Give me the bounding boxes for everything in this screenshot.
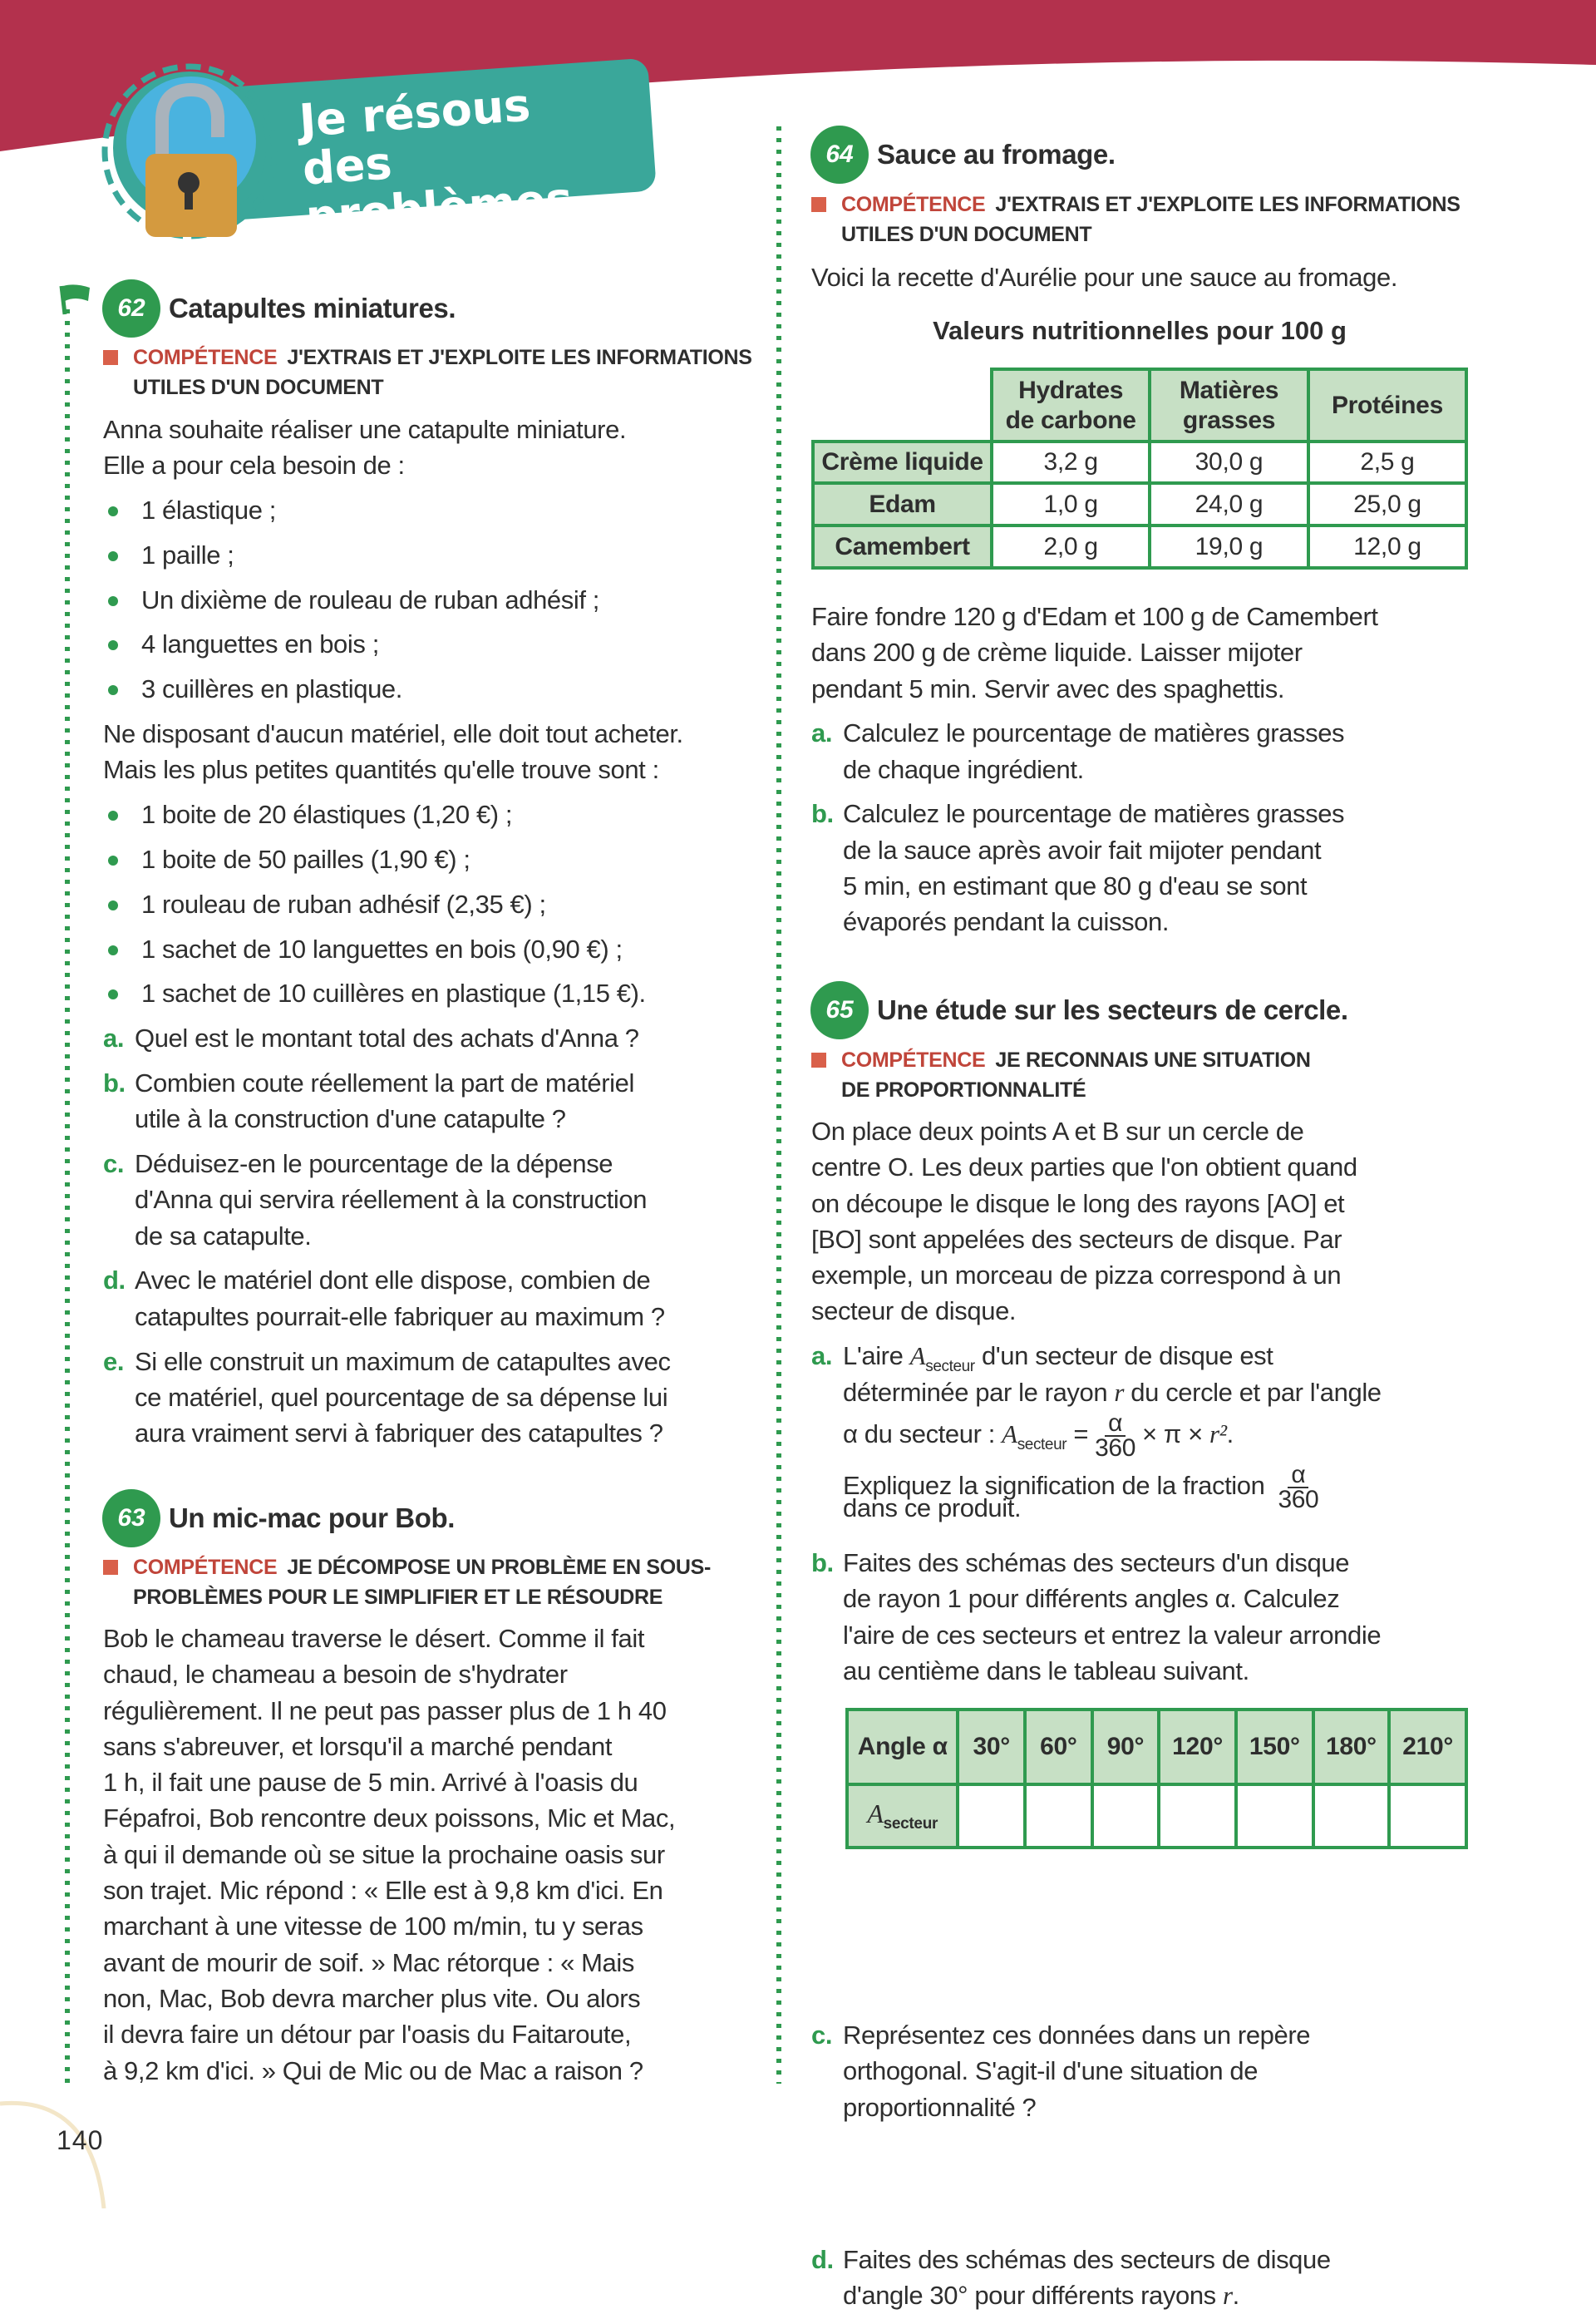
angle-row — [847, 1710, 1466, 1784]
answer-cell[interactable] — [1159, 1784, 1236, 1848]
lock-icon — [100, 58, 283, 249]
angle-cell: 30° — [958, 1710, 1025, 1784]
column-header: Matières grasses — [1150, 369, 1308, 442]
question-line: Expliquez la signification de la fraction $\frac{\alpha}{360}$ — [843, 1460, 1319, 1513]
angle-cell: 150° — [1236, 1710, 1313, 1784]
paragraph-line: exemple, un morceau de pizza correspond à un — [811, 1261, 1342, 1290]
paragraph-line: centre O. Les deux parties que l'on obtient quand — [811, 1152, 1357, 1182]
list-item: 1 sachet de 10 languettes en bois (0,90 €) ; — [103, 931, 768, 967]
area-row — [847, 1784, 1466, 1848]
question-line: évaporés pendant la cuisson. — [843, 907, 1170, 937]
paragraph-line: on découpe le disque le long des rayons [AO] et — [811, 1188, 1345, 1218]
question-a — [103, 1020, 768, 1056]
table-row — [813, 525, 1466, 568]
left-column-rule — [65, 309, 70, 2085]
paragraph-line: Ne disposant d'aucun matériel, elle doit tout acheter. — [103, 719, 683, 749]
paragraph-line: dans 200 g de crème liquide. Laisser mijoter — [811, 638, 1303, 668]
paragraph-line: Mais les plus petites quantités qu'elle trouve sont : — [103, 755, 659, 785]
fraction: $\frac{\alpha}{360}$ — [1095, 1409, 1135, 1462]
exercise-number-badge: 63 — [102, 1489, 160, 1547]
paragraph-line: Bob le chameau traverse le désert. Comme il fait — [103, 1624, 645, 1653]
table-cell: 19,0 g — [1150, 525, 1308, 568]
list-item: Un dixième de rouleau de ruban adhésif ; — [103, 582, 768, 618]
competence-label: COMPÉTENCE — [841, 193, 986, 216]
competence-text: PROBLÈMES POUR LE SIMPLIFIER ET LE RÉSOUDRE — [133, 1586, 663, 1609]
exercise-65-body — [811, 1113, 1382, 1523]
competence-label: COMPÉTENCE — [841, 1048, 986, 1072]
row-header: $A_{secteur}$ — [847, 1784, 958, 1848]
paragraph-line: à 9,2 km d'ici. » Qui de Mic ou de Mac a raison ? — [103, 2055, 643, 2085]
exercise-number-badge: 64 — [810, 126, 869, 184]
question-line: de rayon 1 pour différents angles α. Calculez — [843, 1584, 1340, 1614]
question-line: de sa catapulte. — [135, 1221, 312, 1251]
paragraph-line: son trajet. Mic répond : « Elle est à 9,8 km d'ici. En — [103, 1876, 663, 1906]
competence-text: JE DÉCOMPOSE UN PROBLÈME EN SOUS- — [287, 1556, 712, 1579]
question-letter: e. — [103, 1346, 125, 1376]
question-line: L'aire $A_{secteur}$ d'un secteur de disque est — [843, 1341, 1273, 1376]
answer-cell[interactable] — [958, 1784, 1025, 1848]
exercise-64-header — [810, 126, 1116, 184]
competence-63 — [103, 1552, 711, 1612]
question-line: d'angle 30° pour différents rayons r. — [843, 2281, 1239, 2311]
question-line: Calculez le pourcentage de matières grasses — [843, 799, 1345, 829]
paragraph-line: Anna souhaite réaliser une catapulte miniature. — [103, 415, 627, 444]
column-header: Protéines — [1308, 369, 1466, 442]
angle-cell: 210° — [1389, 1710, 1466, 1784]
question-line: Représentez ces données dans un repère — [843, 2020, 1311, 2050]
row-header: Camembert — [813, 525, 992, 568]
question-letter: a. — [103, 1024, 125, 1053]
middle-column-rule — [776, 126, 781, 2084]
competence-text: UTILES D'UN DOCUMENT — [841, 223, 1092, 246]
question-letter: b. — [811, 799, 834, 829]
question-line: orthogonal. S'agit-il d'une situation de — [843, 2056, 1259, 2086]
paragraph-line: pendant 5 min. Servir avec des spaghettis. — [811, 673, 1285, 703]
table-row — [813, 483, 1466, 525]
table-cell: 2,0 g — [992, 525, 1150, 568]
question-b — [811, 1545, 1596, 1689]
question-line: l'aire de ces secteurs et entrez la valeur arrondie — [843, 1620, 1382, 1650]
paragraph-line: On place deux points A et B sur un cercle de — [811, 1117, 1304, 1146]
exercise-title: Un mic-mac pour Bob. — [169, 1502, 456, 1533]
question-e — [103, 1344, 768, 1452]
list-item: 1 boite de 50 pailles (1,90 €) ; — [103, 841, 768, 877]
competence-text: DE PROPORTIONNALITÉ — [841, 1078, 1086, 1102]
question-line: 5 min, en estimant que 80 g d'eau se sont — [843, 871, 1308, 901]
paragraph-line: Voici la recette d'Aurélie pour une sauce au fromage. — [811, 263, 1398, 292]
question-line: utile à la construction d'une catapulte ? — [135, 1104, 566, 1134]
row-header: Angle α — [847, 1710, 958, 1784]
question-line: catapultes pourrait-elle fabriquer au maximum ? — [135, 1301, 665, 1331]
competence-text: J'EXTRAIS ET J'EXPLOITE LES INFORMATIONS — [287, 346, 752, 369]
title-line-1: Je résous — [297, 78, 533, 147]
table-cell: 12,0 g — [1308, 525, 1466, 568]
question-line: dans ce produit. — [843, 1493, 1022, 1522]
question-line: aura vraiment servi à fabriquer des catapultes ? — [135, 1418, 663, 1448]
question-b — [103, 1065, 768, 1137]
answer-cell[interactable] — [1092, 1784, 1160, 1848]
exercise-64-body — [811, 599, 1378, 940]
competence-text: UTILES D'UN DOCUMENT — [133, 376, 384, 399]
competence-square-icon — [811, 197, 826, 212]
exercise-62-header — [102, 279, 456, 338]
question-line: de chaque ingrédient. — [843, 754, 1084, 784]
title-line-2: des problèmes — [300, 136, 574, 244]
list-item: 1 rouleau de ruban adhésif (2,35 €) ; — [103, 886, 768, 922]
paragraph-line: marchant à une vitesse de 100 m/min, tu y seras — [103, 1912, 643, 1941]
angle-cell: 180° — [1313, 1710, 1390, 1784]
question-d — [811, 2242, 1596, 2314]
question-letter: a. — [811, 1341, 833, 1371]
competence-label: COMPÉTENCE — [133, 346, 278, 369]
competence-label: COMPÉTENCE — [133, 1556, 278, 1579]
question-line: Faites des schémas des secteurs de disque — [843, 2245, 1331, 2275]
exercise-title: Une étude sur les secteurs de cercle. — [877, 994, 1348, 1025]
answer-cell[interactable] — [1389, 1784, 1466, 1848]
list-item: 1 sachet de 10 cuillères en plastique (1,15 €). — [103, 975, 768, 1011]
competence-text: JE RECONNAIS UNE SITUATION — [995, 1048, 1311, 1072]
empty-cell — [813, 369, 992, 442]
question-line: Combien coute réellement la part de matériel — [135, 1068, 634, 1098]
question-c — [811, 2017, 1596, 2125]
paragraph-line: chaud, le chameau a besoin de s'hydrater — [103, 1660, 568, 1690]
answer-cell[interactable] — [1025, 1784, 1092, 1848]
competence-square-icon — [811, 1053, 826, 1068]
paragraph-line: [BO] sont appelées des secteurs de disque. Par — [811, 1224, 1342, 1254]
question-line: Si elle construit un maximum de catapultes avec — [135, 1346, 671, 1376]
paragraph-line: 1 h, il fait une pause de 5 min. Arrivé à l'oasis du — [103, 1768, 638, 1798]
list-item: 1 élastique ; — [103, 492, 768, 528]
question-letter: c. — [103, 1149, 125, 1179]
page-number: 140 — [57, 2125, 104, 2155]
column-header: Hydrates de carbone — [992, 369, 1150, 442]
nutrition-table — [811, 368, 1468, 570]
paragraph-line: régulièrement. Il ne peut pas passer plus de 1 h 40 — [103, 1695, 667, 1725]
exercise-number-badge: 65 — [810, 981, 869, 1039]
question-d — [103, 1262, 768, 1335]
table-cell: 30,0 g — [1150, 442, 1308, 483]
angle-cell: 120° — [1159, 1710, 1236, 1784]
exercise-title: Catapultes miniatures. — [169, 293, 456, 323]
question-line: Avec le matériel dont elle dispose, combien de — [135, 1266, 651, 1295]
question-line: au centième dans le tableau suivant. — [843, 1655, 1249, 1685]
row-header: Edam — [813, 483, 992, 525]
exercise-65-header — [810, 981, 1348, 1039]
paragraph-line: sans s'abreuver, et lorsqu'il a marché pendant — [103, 1731, 613, 1761]
exercise-63-body — [103, 1621, 675, 2089]
exercise-number-badge: 62 — [102, 279, 160, 338]
angle-cell: 90° — [1092, 1710, 1160, 1784]
list-item: 1 paille ; — [103, 537, 768, 573]
question-letter: d. — [103, 1266, 126, 1295]
sector-area-table — [845, 1708, 1468, 1849]
question-line: de la sauce après avoir fait mijoter pendant — [843, 835, 1322, 865]
list-item: 4 languettes en bois ; — [103, 626, 768, 662]
paragraph-line: non, Mac, Bob devra marcher plus vite. Ou alors — [103, 1983, 641, 2013]
paragraph-line: à qui il demande où se situe la prochaine oasis sur — [103, 1839, 665, 1869]
exercise-63-header — [102, 1489, 455, 1547]
table-cell: 24,0 g — [1150, 483, 1308, 525]
question-letter: b. — [103, 1068, 126, 1098]
competence-62 — [103, 343, 752, 402]
fraction: $\frac{\alpha}{360}$ — [1278, 1460, 1319, 1513]
question-line: ce matériel, quel pourcentage de sa dépense lui — [135, 1382, 668, 1412]
flag-icon — [57, 283, 95, 316]
competence-square-icon — [103, 350, 118, 365]
table-title: Valeurs nutritionnelles pour 100 g — [933, 316, 1347, 345]
formula-line: α du secteur : $A_{secteur}$ = $\frac{\alpha}{360}$ × π × r². — [843, 1409, 1234, 1462]
question-a — [811, 715, 1378, 787]
question-letter: c. — [811, 2020, 833, 2050]
question-line: Déduisez-en le pourcentage de la dépense — [135, 1149, 613, 1179]
table-row — [813, 442, 1466, 483]
paragraph-line: Elle a pour cela besoin de : — [103, 451, 405, 481]
question-letter: d. — [811, 2245, 834, 2275]
table-header-row — [813, 369, 1466, 442]
competence-text: J'EXTRAIS ET J'EXPLOITE LES INFORMATIONS — [995, 193, 1461, 216]
question-line: déterminée par le rayon r du cercle et par l'angle — [843, 1377, 1382, 1407]
paragraph-line: Faire fondre 120 g d'Edam et 100 g de Camembert — [811, 602, 1378, 631]
question-line: Faites des schémas des secteurs d'un disque — [843, 1548, 1350, 1577]
table-cell: 3,2 g — [992, 442, 1150, 483]
answer-cell[interactable] — [1236, 1784, 1313, 1848]
question-line: Calculez le pourcentage de matières grasses — [843, 718, 1345, 748]
question-letter: b. — [811, 1548, 834, 1577]
competence-64 — [811, 190, 1461, 249]
question-line: proportionnalité ? — [843, 2092, 1037, 2122]
paragraph-line: secteur de disque. — [811, 1296, 1017, 1326]
question-b — [811, 796, 1378, 940]
question-c — [103, 1146, 768, 1254]
exercise-62-body — [103, 412, 768, 1451]
answer-cell[interactable] — [1313, 1784, 1390, 1848]
question-line: d'Anna qui servira réellement à la construction — [135, 1185, 648, 1215]
exercise-title: Sauce au fromage. — [877, 139, 1116, 170]
paragraph-line: il devra faire un détour par l'oasis du Faitaroute, — [103, 2020, 632, 2050]
table-cell: 1,0 g — [992, 483, 1150, 525]
competence-65 — [811, 1045, 1311, 1105]
question-letter: a. — [811, 718, 833, 748]
paragraph-line: Fépafroi, Bob rencontre deux poissons, Mic et Mac, — [103, 1803, 676, 1833]
angle-cell: 60° — [1025, 1710, 1092, 1784]
competence-square-icon — [103, 1560, 118, 1575]
list-item: 3 cuillères en plastique. — [103, 671, 768, 707]
row-header: Crème liquide — [813, 442, 992, 483]
question-a — [811, 1338, 1382, 1523]
list-item: 1 boite de 20 élastiques (1,20 €) ; — [103, 797, 768, 832]
table-cell: 2,5 g — [1308, 442, 1466, 483]
question-line: Quel est le montant total des achats d'Anna ? — [135, 1024, 639, 1053]
paragraph-line: avant de mourir de soif. » Mac rétorque : « Mais — [103, 1947, 634, 1977]
table-cell: 25,0 g — [1308, 483, 1466, 525]
